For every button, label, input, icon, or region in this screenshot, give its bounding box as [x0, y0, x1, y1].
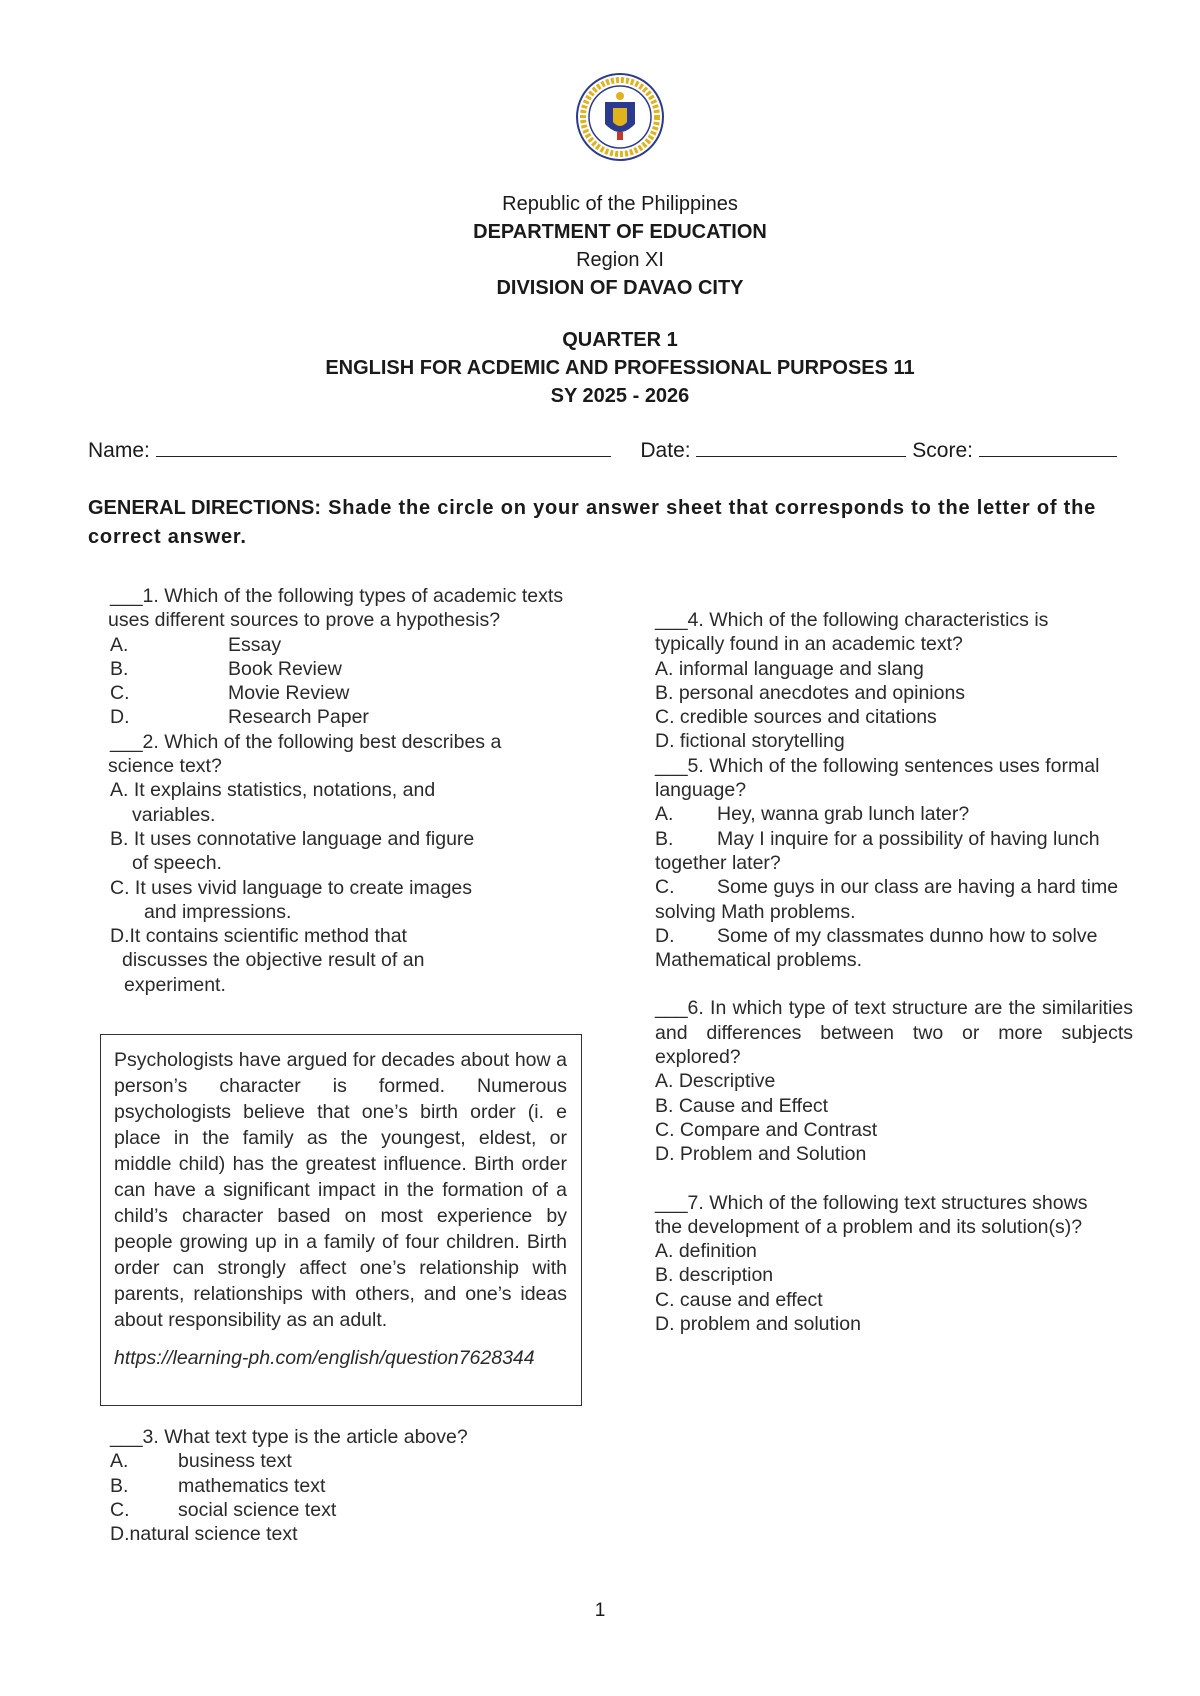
- q2-option-d[interactable]: D.It contains scientific method that discusses the objective result of an experiment.: [110, 925, 425, 996]
- question-3: [110, 1425, 610, 1546]
- q7-option-b[interactable]: B. description: [655, 1264, 774, 1287]
- q3-option-c[interactable]: C. social science text: [110, 1498, 337, 1521]
- q6-option-d[interactable]: D. Problem and Solution: [655, 1143, 867, 1166]
- date-blank[interactable]: [696, 438, 906, 457]
- q3-stem: ___3. What text type is the article above?: [110, 1426, 468, 1448]
- q2-option-c[interactable]: C. It uses vivid language to create images and impressions.: [110, 876, 473, 923]
- question-4: [655, 608, 1133, 754]
- q2-stem-b: science text?: [108, 755, 222, 778]
- q5-option-b[interactable]: B. May I inquire for a possibility of having lunch together later?: [655, 827, 1100, 874]
- q4-option-c[interactable]: C. credible sources and citations: [655, 706, 937, 729]
- q6-stem: ___6. In which type of text structure are the similarities and differences between two or more subjects explored?: [655, 997, 1133, 1069]
- q1-stem-b: uses different sources to prove a hypothesis?: [108, 609, 501, 632]
- q3-option-b[interactable]: B. mathematics text: [110, 1474, 326, 1497]
- q1-option-a[interactable]: A. Essay: [110, 633, 282, 656]
- score-label: Score:: [912, 439, 973, 462]
- q4-stem-b: typically found in an academic text?: [655, 633, 963, 656]
- q2-stem-a: ___2. Which of the following best describes a: [110, 730, 502, 753]
- reading-passage-box: [100, 1034, 582, 1406]
- school-year-line: SY 2025 - 2026: [550, 385, 690, 407]
- q6-option-c[interactable]: C. Compare and Contrast: [655, 1118, 878, 1141]
- q7-stem-a: ___7. Which of the following text structures shows: [655, 1191, 1088, 1214]
- q5-option-a[interactable]: A. Hey, wanna grab lunch later?: [655, 803, 970, 826]
- q1-stem-a: ___1. Which of the following types of academic texts: [110, 585, 564, 607]
- question-5: [655, 754, 1133, 973]
- directions-body: : Shade the circle on your answer sheet that corresponds to the letter of the correct answer.: [88, 497, 1097, 548]
- q7-option-a[interactable]: A. definition: [655, 1240, 757, 1263]
- region-line: Region XI: [576, 249, 664, 271]
- left-column-bottom: [110, 1425, 610, 1546]
- q4-option-b[interactable]: B. personal anecdotes and opinions: [655, 681, 966, 704]
- name-label: Name:: [88, 439, 150, 462]
- q5-option-d[interactable]: D. Some of my classmates dunno how to solve Mathematical problems.: [655, 924, 1098, 972]
- q2-option-b[interactable]: B. It uses connotative language and figure of speech.: [110, 827, 475, 875]
- question-6: [655, 996, 1133, 1166]
- quarter-line: QUARTER 1: [562, 329, 678, 351]
- q2-option-a[interactable]: A. It explains statistics, notations, and variables.: [110, 779, 436, 826]
- date-label: Date:: [640, 439, 691, 462]
- q5-stem: ___5. Which of the following sentences uses formal language?: [655, 754, 1100, 802]
- directions-lead: GENERAL DIRECTIONS: [88, 497, 315, 519]
- right-column: [655, 608, 1133, 1336]
- name-blank[interactable]: [156, 438, 611, 457]
- page-number: 1: [594, 1600, 606, 1621]
- q4-stem-a: ___4. Which of the following characteristics is: [655, 609, 1049, 631]
- document-header: [0, 190, 1200, 410]
- score-blank[interactable]: [979, 438, 1117, 457]
- q6-option-a[interactable]: A. Descriptive: [655, 1070, 776, 1093]
- q4-option-d[interactable]: D. fictional storytelling: [655, 730, 845, 753]
- division-line: DIVISION OF DAVAO CITY: [496, 277, 744, 299]
- q1-option-b[interactable]: B. Book Review: [110, 657, 342, 680]
- q4-option-a[interactable]: A. informal language and slang: [655, 657, 924, 680]
- q3-option-d[interactable]: D.natural science text: [110, 1523, 298, 1546]
- q7-option-c[interactable]: C. cause and effect: [655, 1288, 823, 1311]
- left-column: [110, 584, 630, 997]
- subject-line: ENGLISH FOR ACDEMIC AND PROFESSIONAL PURPOSES 11: [325, 357, 915, 379]
- q5-option-c[interactable]: C. Some guys in our class are having a hard time solving Math problems.: [655, 876, 1119, 923]
- question-7: [655, 1191, 1133, 1337]
- q6-option-b[interactable]: B. Cause and Effect: [655, 1094, 829, 1117]
- general-directions: [88, 494, 1128, 552]
- q7-stem-b: the development of a problem and its solution(s)?: [655, 1215, 1083, 1238]
- question-1: [110, 584, 630, 730]
- question-2: [110, 730, 630, 997]
- q7-option-d[interactable]: D. problem and solution: [655, 1313, 861, 1336]
- republic-line: Republic of the Philippines: [502, 193, 738, 215]
- department-line: DEPARTMENT OF EDUCATION: [473, 221, 767, 243]
- student-info-line: [88, 438, 1117, 463]
- passage-source: https://learning-ph.com/english/question7628344: [114, 1347, 535, 1369]
- q3-option-a[interactable]: A. business text: [110, 1450, 292, 1473]
- q1-option-c[interactable]: C. Movie Review: [110, 682, 350, 705]
- q1-option-d[interactable]: D. Research Paper: [110, 706, 369, 729]
- deped-seal-icon: [575, 72, 665, 162]
- passage-text: Psychologists have argued for decades about how a person’s character is formed. Numerous psychologists believe that one’s birth order (i. e place in the family as the youngest, eldest, or middle child) has the greatest influence. Birth order can have a significant impact in the formation of a child’s character based on most experience by people growing up in a family of four children. Birth order can strongly affect one’s relationship with parents, relationships with others, and one’s ideas about responsibility as an adult.: [114, 1049, 567, 1331]
